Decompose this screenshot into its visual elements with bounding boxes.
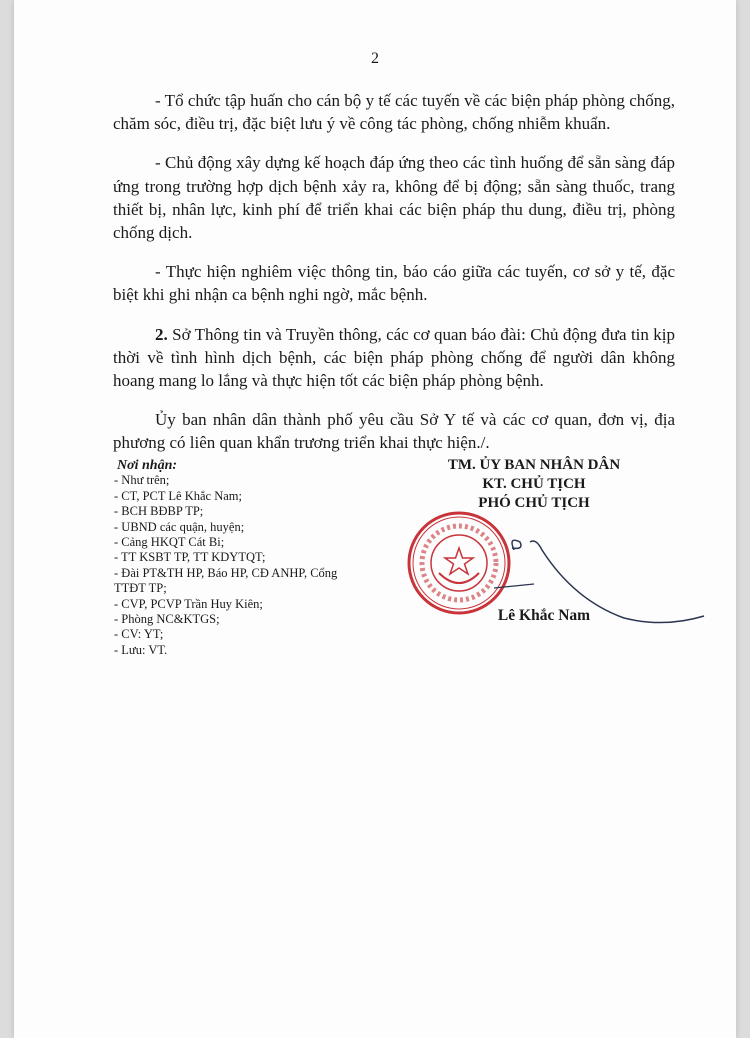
recipient-item: - Đài PT&TH HP, Báo HP, CĐ ANHP, Cổng TTĐT TP; [114,565,338,596]
item-number: 2. [155,324,168,344]
recipient-item: - Lưu: VT. [114,642,168,657]
signature-title [414,456,654,513]
sign-line: PHÓ CHỦ TỊCH [478,495,590,511]
paragraph: - Chủ động xây dựng kế hoạch đáp ứng theo các tình huống để sẵn sàng đáp ứng trong trường hợp dịch bệnh xảy ra, không để bị động; sẵn sàng thuốc, trang thiết bị, nhân lực, kinh phí để triển khai các biện pháp thu dung, điều trị, phòng chống dịch. [113,153,675,243]
sign-line: KT. CHỦ TỊCH [482,476,586,492]
document-body [113,89,675,471]
recipient-item: - Cảng HKQT Cát Bi; [114,535,225,550]
page-number: 2 [371,50,379,67]
item-text: Sở Thông tin và Truyền thông, các cơ quan báo đài: Chủ động đưa tin kịp thời về tình hình dịch bệnh, các biện pháp phòng chống để người dân không hoang mang lo lắng và thực hiện tốt các biện pháp phòng bệnh. [113,324,675,391]
paragraph: - Tổ chức tập huấn cho cán bộ y tế các tuyến về các biện pháp phòng chống, chăm sóc, điều trị, đặc biệt lưu ý về công tác phòng, chống nhiễm khuẩn. [113,91,675,134]
sign-line: TM. ỦY BAN NHÂN DÂN [447,457,621,473]
paragraph: - Thực hiện nghiêm việc thông tin, báo cáo giữa các tuyến, cơ sở y tế, đặc biệt khi ghi nhận ca bệnh nghi ngờ, mắc bệnh. [113,262,675,305]
document-page [14,0,736,1038]
recipients-block [114,458,384,658]
recipient-item: - BCH BĐBP TP; [114,504,204,519]
recipient-item: - CT, PCT Lê Khắc Nam; [114,488,242,503]
recipients-heading: Nơi nhận: [117,458,178,473]
recipient-item: - TT KSBT TP, TT KDYTQT; [114,550,266,565]
signer-name: Lê Khắc Nam [497,607,591,624]
recipient-item: - CVP, PCVP Trần Huy Kiên; [114,596,263,611]
recipient-item: - CV: YT; [114,627,164,642]
closing-paragraph: Ủy ban nhân dân thành phố yêu cầu Sở Y tế và các cơ quan, đơn vị, địa phương có liên quan khẩn trương triển khai thực hiện./. [113,410,675,453]
recipient-item: - Như trên; [114,473,170,488]
recipient-item: - UBND các quận, huyện; [114,519,245,534]
paragraph-item-2 [113,323,675,393]
recipient-item: - Phòng NC&KTGS; [114,612,220,627]
